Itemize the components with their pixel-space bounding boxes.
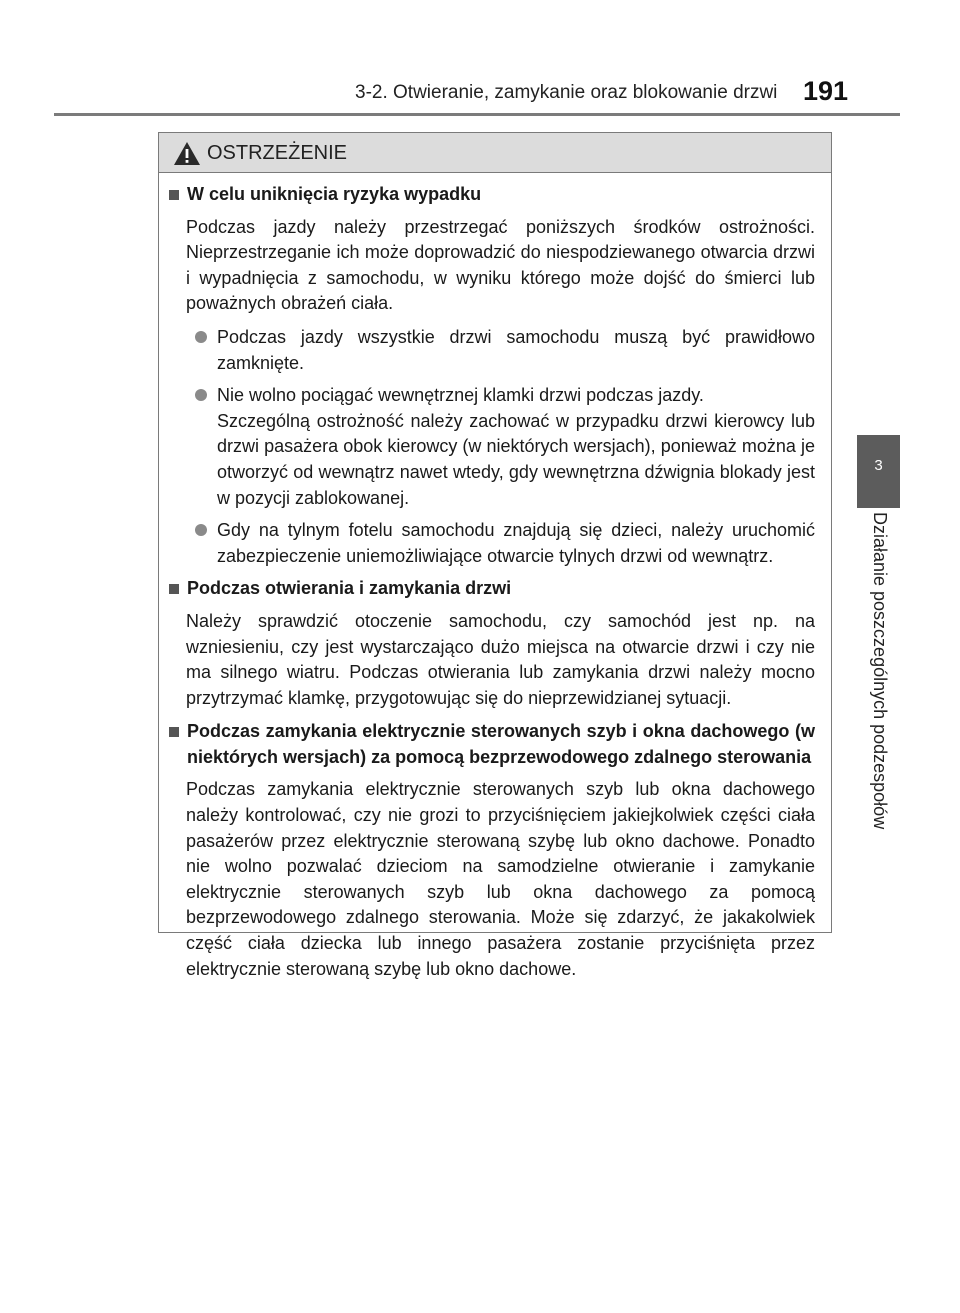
list-item-text: Gdy na tylnym fotelu samochodu znajdują się dzieci, należy uruchomić zabezpieczenie uniemożliwiające otwarcie tylnych drzwi od wewnątrz.: [217, 520, 815, 566]
chapter-title-tab: [857, 512, 900, 872]
bullet-dot-icon: [195, 389, 207, 401]
list-item-line: Nie wolno pociągać wewnętrznej klamki drzwi podczas jazdy.: [217, 385, 704, 406]
section-heading: [169, 182, 815, 208]
list-item: [186, 518, 815, 569]
list-item-text: Podczas jazdy wszystkie drzwi samochodu muszą być prawidłowo zamknięte.: [217, 326, 815, 373]
heading-square-icon: [169, 584, 179, 594]
section-heading: [169, 576, 815, 602]
bullet-dot-icon: [195, 524, 207, 536]
warning-header: [159, 133, 831, 173]
section-heading: [169, 719, 815, 770]
header-divider: [54, 113, 900, 116]
warning-triangle-icon: [173, 141, 201, 166]
section-paragraph: Podczas zamykania elektrycznie sterowanych szyb lub okna dachowego należy kontrolować, czy nie grozi to przyciśnięciem jakiejkolwiek części ciała pasażerów przez elektrycznie sterowaną szybę lub okno dachowe. Ponadto nie wolno pozwalać dzieciom na samodzielne otwieranie i zamykanie elektrycznie sterowanych szyb lub okna dachowego za pomocą bezprzewodowego zdalnego sterowania. Może się zdarzyć, że jakakolwiek część ciała dziecka lub innego pasażera zostanie przyciśnięta przez elektrycznie sterowaną szybę lub okno dachowe.: [186, 779, 815, 979]
warning-body: [159, 173, 831, 982]
chapter-number: 3: [874, 457, 883, 474]
warning-box: [158, 132, 832, 979]
heading-text: W celu uniknięcia ryzyka wypadku: [187, 184, 482, 204]
heading-text: Podczas otwierania i zamykania drzwi: [187, 578, 512, 599]
chapter-title: Działanie poszczególnych podzespołów: [870, 512, 890, 830]
list-item-continuation: Szczególną ostrożność należy zachować w przypadku drzwi kierowcy lub drzwi pasażera obok kierowcy (w niektórych wersjach), ponieważ można je otworzyć od wewnątrz nawet wtedy, gdy wewnętrzna dźwignia blokady jest w pozycji zablokowanej.: [217, 410, 815, 508]
list-item-text: [217, 383, 815, 511]
section-paragraph: Należy sprawdzić otoczenie samochodu, czy samochód jest np. na wzniesieniu, czy jest wystarczająco dużo miejsca na otwarcie drzwi i czy nie ma silnego wiatru. Podczas otwierania lub zamykania drzwi należy mocno przytrzymać klamkę, przygotowując się do nieprzewidzianej sytuacji.: [186, 610, 815, 708]
heading-square-icon: [169, 190, 179, 200]
section-title: 3-2. Otwieranie, zamykanie oraz blokowanie drzwi: [355, 82, 778, 103]
heading-square-icon: [169, 727, 179, 737]
list-item: [186, 383, 815, 511]
warning-title: OSTRZEŻENIE: [207, 142, 348, 164]
heading-text: Podczas zamykania elektrycznie sterowanych szyb i okna dachowego (w niektórych wersjach) za pomocą bezprzewodowego zdalnego sterowania: [187, 721, 815, 767]
chapter-tab: [857, 435, 900, 508]
bullet-dot-icon: [195, 331, 207, 343]
section-paragraph: Podczas jazdy należy przestrzegać poniższych środków ostrożności. Nieprzestrzeganie ich może doprowadzić do niespodziewanego otwarcia drzwi i wypadnięcia z samochodu, w wyniku którego może dojść do śmierci lub poważnych obrażeń ciała.: [186, 216, 815, 314]
list-item: [186, 325, 815, 376]
page-number: 191: [803, 76, 849, 106]
